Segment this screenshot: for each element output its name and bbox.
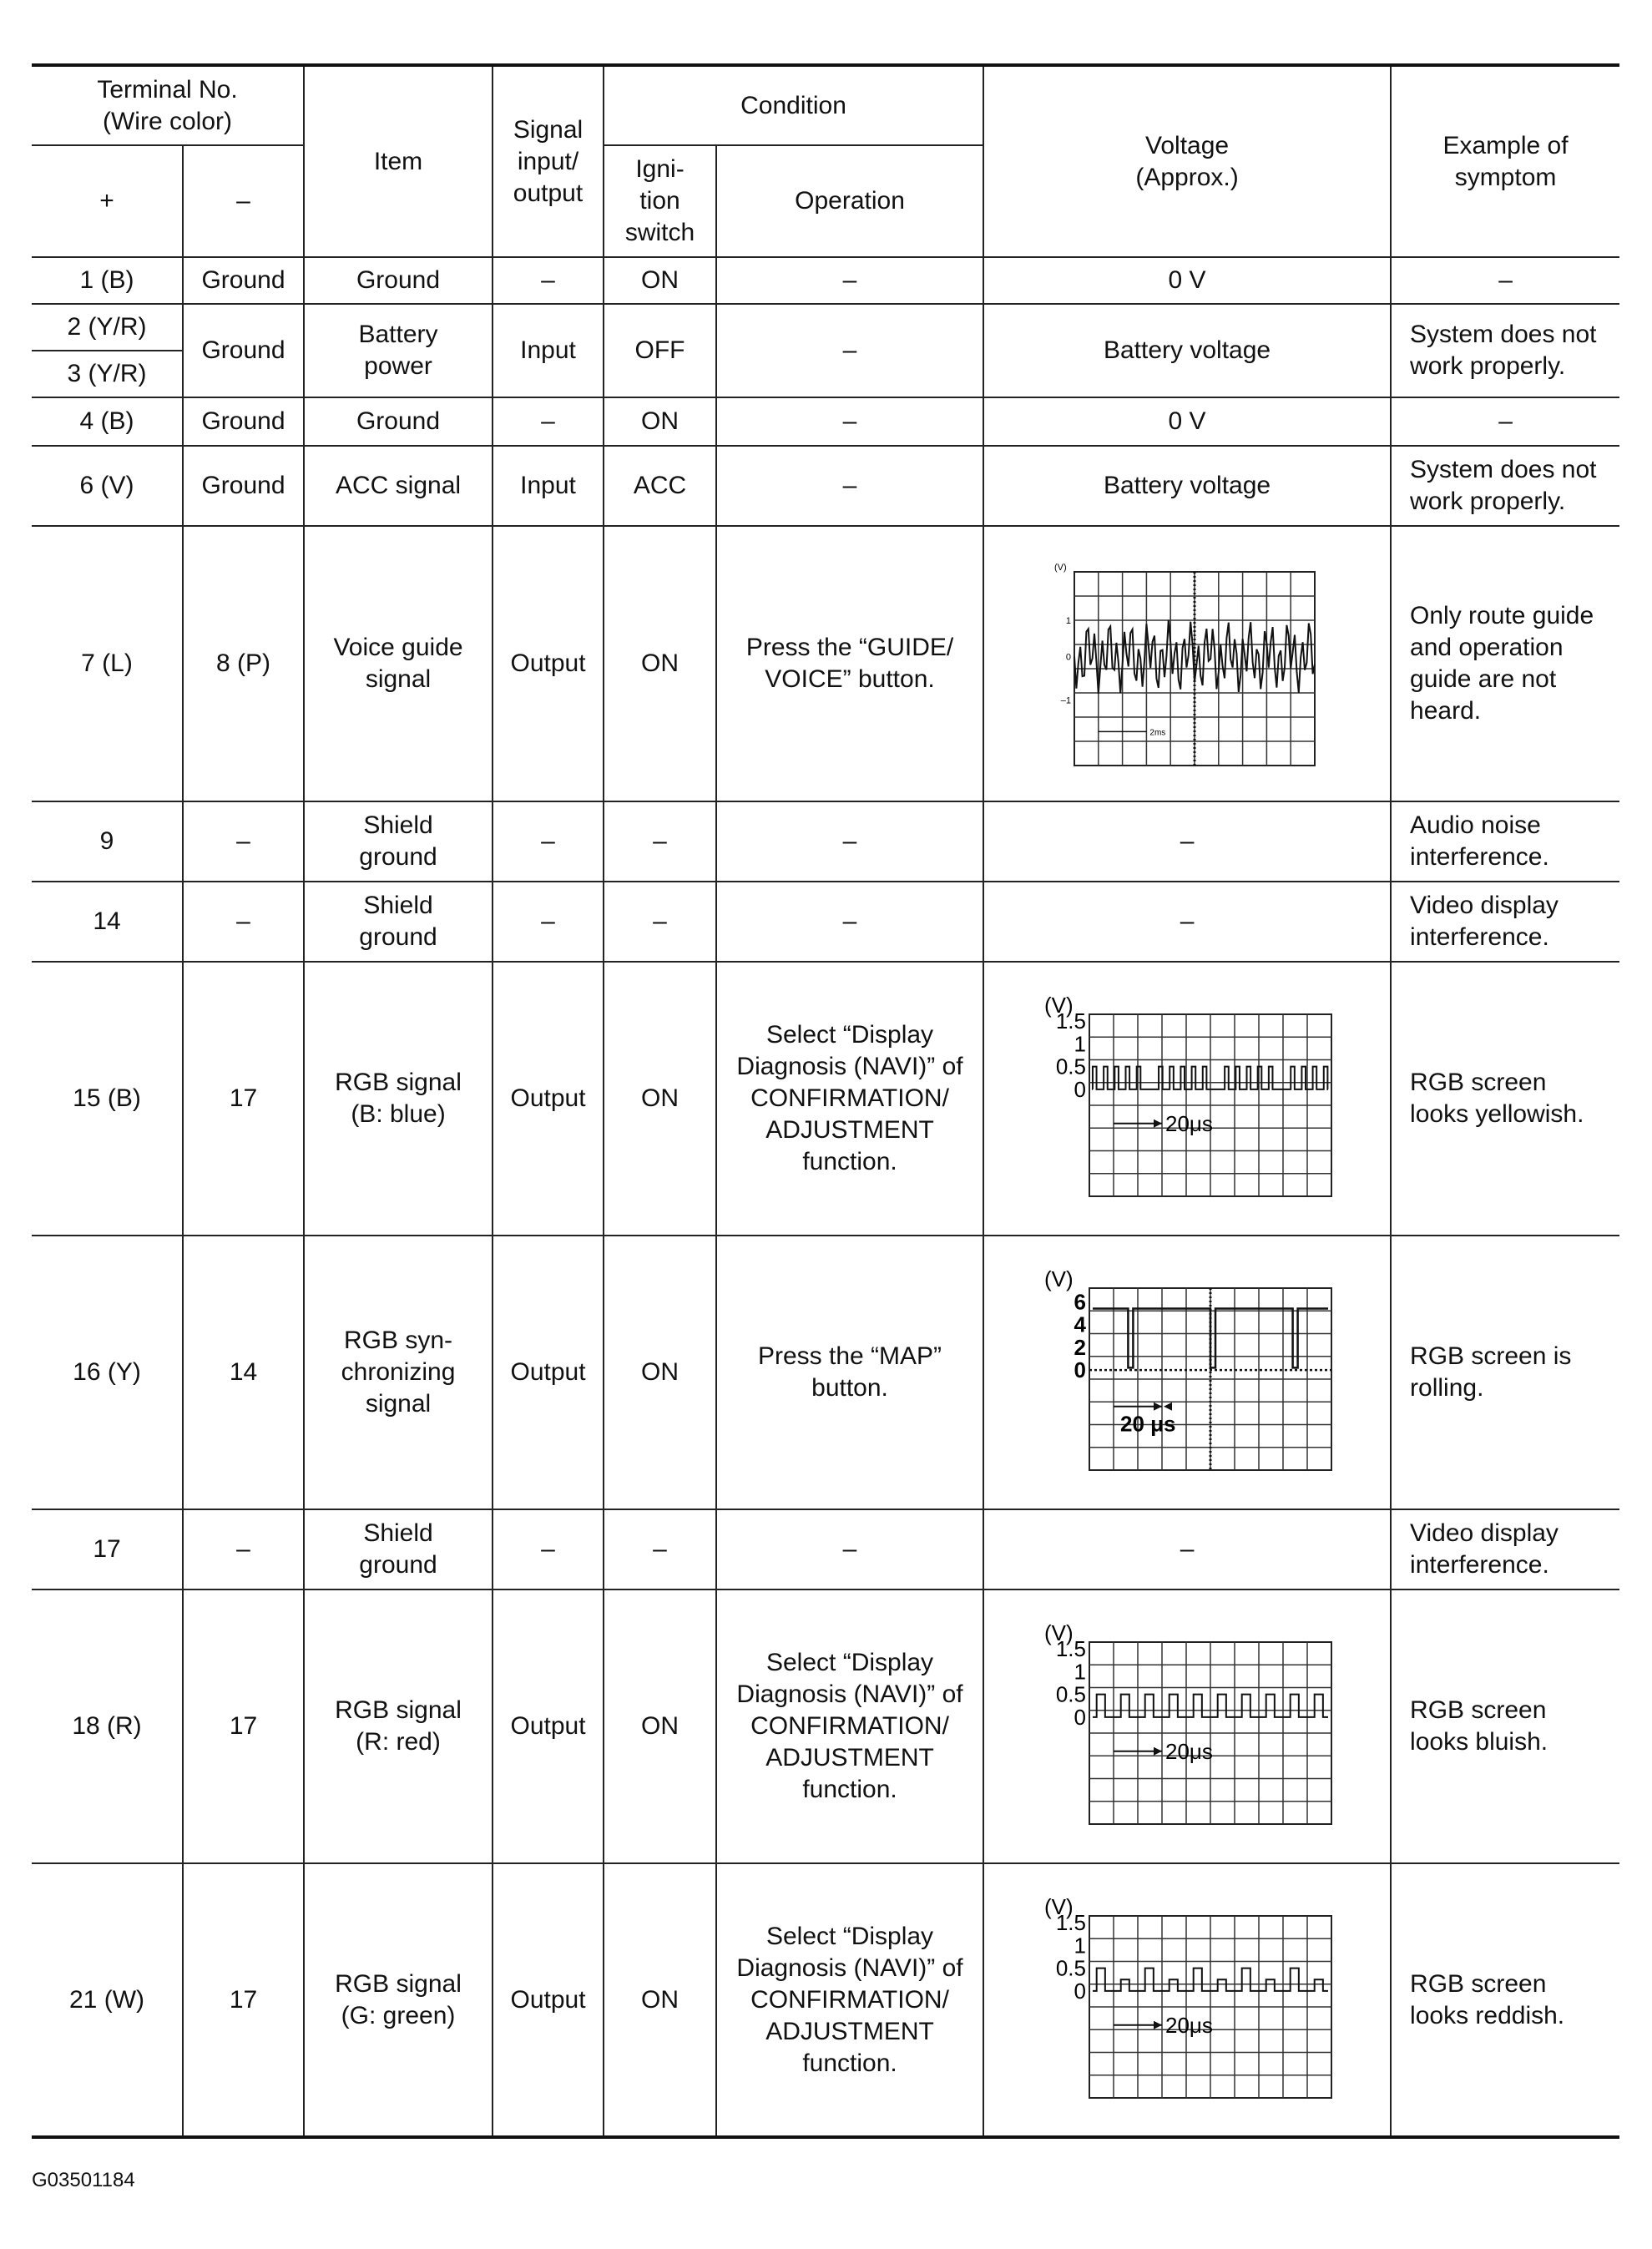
terminal-minus: 8 (P) (183, 526, 304, 801)
item: RGB syn- chronizing signal (304, 1236, 493, 1509)
rgb-sync-waveform (1033, 1268, 1341, 1477)
scope-tick-label: 4 (1074, 1311, 1087, 1337)
scope-unit-label: (V) (1044, 1895, 1074, 1919)
scope-time-arrow (1164, 1402, 1172, 1411)
header-ignition-switch: Igni- tion switch (604, 145, 716, 257)
scope-unit-label: (V) (1044, 1622, 1074, 1645)
signal-io: Output (493, 962, 604, 1236)
table-row (32, 882, 1619, 962)
voltage: – (983, 1509, 1391, 1589)
scope-unit-label: (V) (1044, 1268, 1074, 1291)
scope-time-arrow (1154, 1402, 1162, 1411)
scope-time-arrow (1154, 2020, 1162, 2029)
scope-tick-label: 1 (1065, 616, 1072, 626)
scope-tick-label: 0.5 (1055, 1054, 1087, 1079)
item: Ground (304, 257, 493, 304)
symptom: RGB screen looks yellowish. (1391, 962, 1619, 1236)
scope-tick-label: 1 (1074, 1659, 1087, 1685)
ignition-switch: ON (604, 397, 716, 446)
terminal-plus: 6 (V) (32, 446, 183, 526)
terminal-table (32, 63, 1619, 2139)
scope-time-label: 20 μs (1120, 1411, 1176, 1437)
symptom: RGB screen is rolling. (1391, 1236, 1619, 1509)
item: Voice guide signal (304, 526, 493, 801)
scope-tick-label: 6 (1074, 1289, 1087, 1315)
terminal-minus: 17 (183, 1589, 304, 1863)
ignition-switch: ON (604, 1863, 716, 2137)
ignition-switch: ON (604, 1589, 716, 1863)
header-minus: – (183, 145, 304, 257)
header-symptom: Example of symptom (1391, 65, 1619, 257)
terminal-minus: Ground (183, 257, 304, 304)
scope-tick-label: 1.5 (1055, 1008, 1087, 1034)
header-plus: + (32, 145, 183, 257)
voltage-waveform-cell (983, 1236, 1391, 1509)
terminal-plus: 21 (W) (32, 1863, 183, 2137)
voltage-waveform-cell (983, 1863, 1391, 2137)
terminal-plus: 16 (Y) (32, 1236, 183, 1509)
terminal-minus: 17 (183, 962, 304, 1236)
terminal-minus: – (183, 882, 304, 962)
terminal-minus: 14 (183, 1236, 304, 1509)
operation: – (716, 446, 983, 526)
scope-time-arrow (1154, 1119, 1162, 1128)
voltage: – (983, 882, 1391, 962)
signal-io: Output (493, 1236, 604, 1509)
signal-io: – (493, 801, 604, 882)
item: Ground (304, 397, 493, 446)
operation: Select “Display Diagnosis (NAVI)” of CONFIRMATION/ ADJUSTMENT function. (716, 1589, 983, 1863)
item: ACC signal (304, 446, 493, 526)
operation: Select “Display Diagnosis (NAVI)” of CONFIRMATION/ ADJUSTMENT function. (716, 962, 983, 1236)
scope-tick-label: 1 (1074, 1932, 1087, 1958)
terminal-minus: Ground (183, 304, 304, 397)
table-row (32, 257, 1619, 304)
scope-unit-label: (V) (1044, 994, 1074, 1018)
symptom: RGB screen looks bluish. (1391, 1589, 1619, 1863)
signal-io: – (493, 397, 604, 446)
operation: – (716, 397, 983, 446)
scope-tick-label: 0.5 (1055, 1681, 1087, 1707)
table-row (32, 801, 1619, 882)
table-row (32, 446, 1619, 526)
symptom: RGB screen looks reddish. (1391, 1863, 1619, 2137)
scope-tick-label: 1.5 (1055, 1909, 1087, 1935)
table-row (32, 962, 1619, 1236)
item: Battery power (304, 304, 493, 397)
terminal-plus-2: 3 (Y/R) (32, 351, 183, 397)
item: RGB signal (R: red) (304, 1589, 493, 1863)
voltage-waveform-cell (983, 962, 1391, 1236)
terminal-plus: 17 (32, 1509, 183, 1589)
ignition-switch: – (604, 882, 716, 962)
terminal-minus: – (183, 801, 304, 882)
signal-io: Input (493, 304, 604, 397)
symptom: System does not work properly. (1391, 446, 1619, 526)
voltage: Battery voltage (983, 304, 1391, 397)
item: Shield ground (304, 1509, 493, 1589)
terminal-minus: – (183, 1509, 304, 1589)
scope-tick-label: –1 (1060, 695, 1072, 706)
terminal-plus: 14 (32, 882, 183, 962)
header-terminal: Terminal No. (Wire color) (32, 65, 304, 145)
ignition-switch: ON (604, 1236, 716, 1509)
terminal-plus: 18 (R) (32, 1589, 183, 1863)
operation: Press the “GUIDE/ VOICE” button. (716, 526, 983, 801)
symptom: Audio noise interference. (1391, 801, 1619, 882)
scope-tick-label: 0 (1074, 1076, 1087, 1102)
terminal-plus: 15 (B) (32, 962, 183, 1236)
operation: Select “Display Diagnosis (NAVI)” of CONFIRMATION/ ADJUSTMENT function. (716, 1863, 983, 2137)
rgb-green-waveform (1033, 1896, 1341, 2105)
operation: – (716, 882, 983, 962)
ignition-switch: ACC (604, 446, 716, 526)
terminal-minus: 17 (183, 1863, 304, 2137)
table-row (32, 1589, 1619, 1863)
symptom: Only route guide and operation guide are not heard. (1391, 526, 1619, 801)
ignition-switch: – (604, 1509, 716, 1589)
table-row (32, 1509, 1619, 1589)
signal-io: – (493, 882, 604, 962)
scope-time-label: 20μs (1165, 2012, 1213, 2038)
terminal-plus: 1 (B) (32, 257, 183, 304)
item: RGB signal (B: blue) (304, 962, 493, 1236)
header-condition: Condition (604, 65, 983, 145)
scope-tick-label: 1 (1074, 1031, 1087, 1057)
terminal-table-sheet (32, 63, 1619, 2139)
item: Shield ground (304, 801, 493, 882)
scope-time-label: 20μs (1165, 1738, 1213, 1764)
ignition-switch: ON (604, 526, 716, 801)
item: Shield ground (304, 882, 493, 962)
symptom: System does not work properly. (1391, 304, 1619, 397)
voice-guide-waveform (1049, 555, 1325, 772)
ignition-switch: ON (604, 257, 716, 304)
item: RGB signal (G: green) (304, 1863, 493, 2137)
signal-io: Output (493, 1589, 604, 1863)
terminal-plus: 4 (B) (32, 397, 183, 446)
operation: Press the “MAP” button. (716, 1236, 983, 1509)
scope-tick-label: 0 (1074, 1978, 1087, 2004)
operation: – (716, 1509, 983, 1589)
table-row (32, 1236, 1619, 1509)
voltage-waveform-cell (983, 1589, 1391, 1863)
voltage: Battery voltage (983, 446, 1391, 526)
ignition-switch: – (604, 801, 716, 882)
header-voltage: Voltage (Approx.) (983, 65, 1391, 257)
table-row (32, 304, 1619, 351)
terminal-plus: 2 (Y/R) (32, 304, 183, 351)
symptom: – (1391, 257, 1619, 304)
symptom: Video display interference. (1391, 1509, 1619, 1589)
symptom: – (1391, 397, 1619, 446)
table-row (32, 1863, 1619, 2137)
voltage: 0 V (983, 257, 1391, 304)
voltage: – (983, 801, 1391, 882)
operation: – (716, 801, 983, 882)
rgb-blue-waveform (1033, 994, 1341, 1203)
figure-id: G03501184 (32, 2169, 135, 2191)
scope-tick-label: 0 (1065, 652, 1072, 663)
table-row (32, 397, 1619, 446)
rgb-red-waveform (1033, 1622, 1341, 1831)
scope-unit-label: (V) (1054, 563, 1067, 573)
signal-io: Input (493, 446, 604, 526)
voltage-waveform-cell (983, 526, 1391, 801)
scope-time-label: 20μs (1165, 1110, 1213, 1136)
header-signal-io: Signal input/ output (493, 65, 604, 257)
ignition-switch: ON (604, 962, 716, 1236)
terminal-plus: 9 (32, 801, 183, 882)
scope-tick-label: 0 (1074, 1704, 1087, 1730)
scope-tick-label: 2 (1074, 1334, 1087, 1360)
header-operation: Operation (716, 145, 983, 257)
header-item: Item (304, 65, 493, 257)
symptom: Video display interference. (1391, 882, 1619, 962)
scope-tick-label: 1.5 (1055, 1636, 1087, 1662)
signal-io: – (493, 257, 604, 304)
scope-time-label: 2ms (1149, 728, 1166, 738)
signal-io: – (493, 1509, 604, 1589)
operation: – (716, 257, 983, 304)
scope-tick-label: 0 (1074, 1357, 1087, 1383)
operation: – (716, 304, 983, 397)
terminal-plus: 7 (L) (32, 526, 183, 801)
voltage: 0 V (983, 397, 1391, 446)
terminal-minus: Ground (183, 397, 304, 446)
ignition-switch: OFF (604, 304, 716, 397)
table-row (32, 526, 1619, 801)
signal-io: Output (493, 1863, 604, 2137)
scope-tick-label: 0.5 (1055, 1955, 1087, 1981)
terminal-minus: Ground (183, 446, 304, 526)
signal-io: Output (493, 526, 604, 801)
scope-time-arrow (1154, 1747, 1162, 1756)
